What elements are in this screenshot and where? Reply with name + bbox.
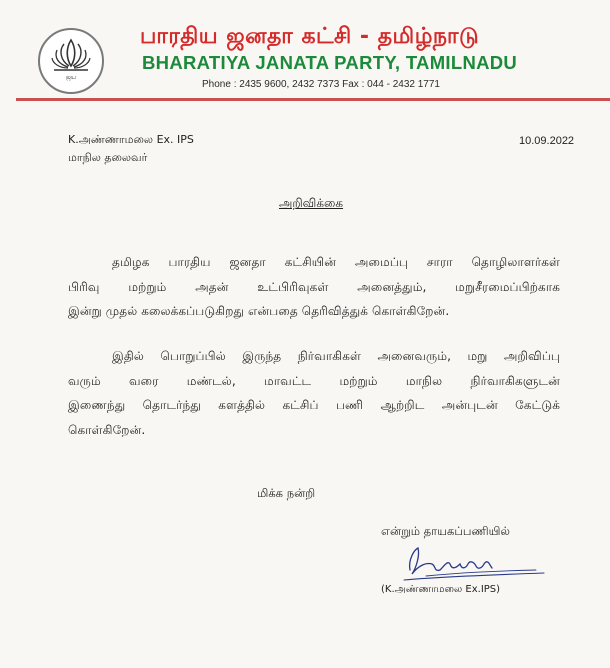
paragraph-line: தமிழக பாரதிய ஜனதா கட்சியின் அமைப்பு சாரா தொழிலாளர்கள் <box>112 255 560 269</box>
paragraph-line: இதில் பொறுப்பில் இருந்த நிர்வாகிகள் அனைவரும், மறு அறிவிப்பு <box>112 349 560 363</box>
sender-title: மாநில தலைவர் <box>68 151 148 164</box>
paragraph-line: வரும் வரை மண்டல், மாவட்ட மற்றும் மாநில நிர்வாகிகளுடன் <box>68 373 560 388</box>
letter-date: 10.09.2022 <box>519 135 575 147</box>
contact-line: Phone : 2435 9600, 2432 7373 Fax : 044 - 2432 1771 <box>202 79 440 90</box>
paragraph-line: இன்று முதல் கலைக்கப்படுகிறது என்பதை தெரிவித்துக் கொள்கிறேன். <box>68 304 450 318</box>
thanks-line: மிக்க நன்றி <box>257 486 316 500</box>
party-name-english: BHARATIYA JANATA PARTY, TAMILNADU <box>142 52 518 73</box>
logo-caption: ஜய <box>65 74 77 81</box>
notice-heading: அறிவிக்கை <box>279 196 344 210</box>
signatory-name: (K.அண்ணாமலை Ex.IPS) <box>381 584 501 595</box>
bjp-lotus-logo <box>38 28 104 94</box>
paragraph-line: இணைந்து தொடர்ந்து களத்தில் கட்சிப் பணி ஆற்றிட அன்புடன் கேட்டுக் <box>68 398 560 412</box>
paragraph-1 <box>68 250 560 324</box>
letterhead-divider <box>16 98 610 101</box>
sender-name: K.அண்ணாமலை Ex. IPS <box>68 133 194 146</box>
party-name-tamil: பாரதிய ஜனதா கட்சி - தமிழ்நாடு <box>140 24 480 49</box>
paragraph-line: பிரிவு மற்றும் அதன் உட்பிரிவுகள் அனைத்தும், மறுசீரமைப்பிற்காக <box>68 279 560 294</box>
handwritten-signature <box>396 540 556 590</box>
paragraph-line: கொள்கிறேன். <box>68 422 146 437</box>
paragraph-2 <box>68 344 560 442</box>
closing-line: என்றும் தாயகப்பணியில் <box>381 524 510 538</box>
